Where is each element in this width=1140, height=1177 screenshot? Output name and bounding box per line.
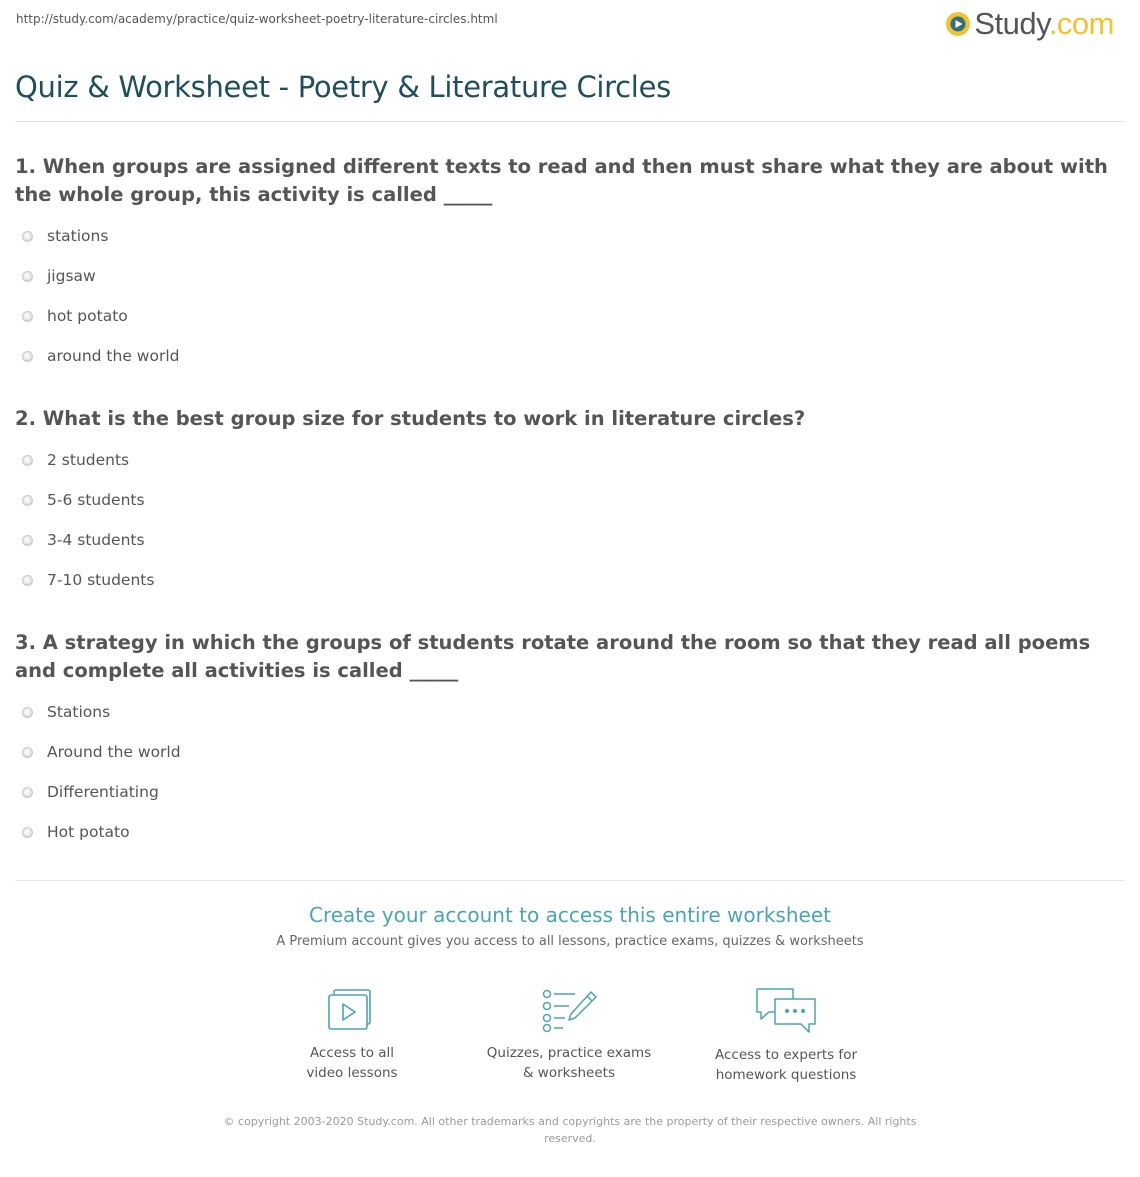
copyright-notice: © copyright 2003-2020 Study.com. All other trademarks and copyrights are the property of their respective owners. All rights reserved. — [223, 1115, 917, 1145]
radio-button[interactable] — [22, 271, 33, 282]
question-1: 1. When groups are assigned different texts to read and then must share what they are about with the whole group, this activity is called _____ — [15, 155, 1108, 206]
page-url: http://study.com/academy/practice/quiz-worksheet-poetry-literature-circles.html — [16, 12, 498, 26]
study-logo[interactable] — [945, 6, 1114, 42]
option-q3-b[interactable] — [22, 742, 181, 762]
radio-button[interactable] — [22, 827, 33, 838]
quiz-checklist-icon — [539, 986, 599, 1034]
radio-button[interactable] — [22, 747, 33, 758]
option-q1-b[interactable] — [22, 266, 96, 286]
option-label: jigsaw — [47, 267, 96, 285]
option-q3-a[interactable] — [22, 702, 110, 722]
radio-button[interactable] — [22, 231, 33, 242]
option-label: 2 students — [47, 451, 130, 469]
cta-subtitle: A Premium account gives you access to all lessons, practice exams, quizzes & worksheets — [276, 934, 864, 949]
page-title: Quiz & Worksheet - Poetry & Literature Circles — [15, 70, 671, 104]
option-q3-d[interactable] — [22, 822, 130, 842]
feature-video-lessons — [252, 986, 452, 1083]
radio-button[interactable] — [22, 787, 33, 798]
feature-label: Quizzes, practice exams & worksheets — [486, 1045, 652, 1081]
option-label: 3-4 students — [47, 531, 145, 549]
feature-quizzes — [469, 986, 669, 1083]
option-label: hot potato — [47, 307, 128, 325]
option-q1-c[interactable] — [22, 306, 128, 326]
feature-experts — [686, 986, 886, 1085]
radio-button[interactable] — [22, 495, 33, 506]
create-account-link[interactable]: Create your account to access this entire worksheet — [309, 903, 831, 927]
logo-suffix: .com — [1048, 6, 1114, 41]
option-q2-d[interactable] — [22, 570, 154, 590]
question-2: 2. What is the best group size for students to work in literature circles? — [15, 407, 806, 430]
logo-text: Study — [974, 6, 1049, 41]
question-3: 3. A strategy in which the groups of students rotate around the room so that they read all poems and complete all activities is called _____ — [15, 631, 1091, 682]
option-label: stations — [47, 227, 109, 245]
title-divider — [15, 121, 1125, 122]
option-label: Around the world — [47, 743, 181, 761]
option-q2-c[interactable] — [22, 530, 145, 550]
radio-button[interactable] — [22, 455, 33, 466]
section-divider — [15, 880, 1125, 881]
option-label: around the world — [47, 347, 180, 365]
radio-button[interactable] — [22, 575, 33, 586]
option-q2-b[interactable] — [22, 490, 145, 510]
radio-button[interactable] — [22, 707, 33, 718]
radio-button[interactable] — [22, 535, 33, 546]
feature-label: Access to all video lessons — [306, 1045, 398, 1081]
option-label: Differentiating — [47, 783, 159, 801]
chat-bubbles-icon — [753, 986, 819, 1036]
option-q3-c[interactable] — [22, 782, 159, 802]
option-q1-d[interactable] — [22, 346, 179, 366]
option-label: 5-6 students — [47, 491, 145, 509]
option-q2-a[interactable] — [22, 450, 129, 470]
option-label: Stations — [47, 703, 111, 721]
feature-label: Access to experts for homework questions — [714, 1047, 857, 1083]
play-logo-icon — [945, 11, 971, 37]
radio-button[interactable] — [22, 351, 33, 362]
option-label: Hot potato — [47, 823, 130, 841]
option-label: 7-10 students — [47, 571, 155, 589]
video-lesson-icon — [322, 986, 382, 1034]
option-q1-a[interactable] — [22, 226, 108, 246]
radio-button[interactable] — [22, 311, 33, 322]
